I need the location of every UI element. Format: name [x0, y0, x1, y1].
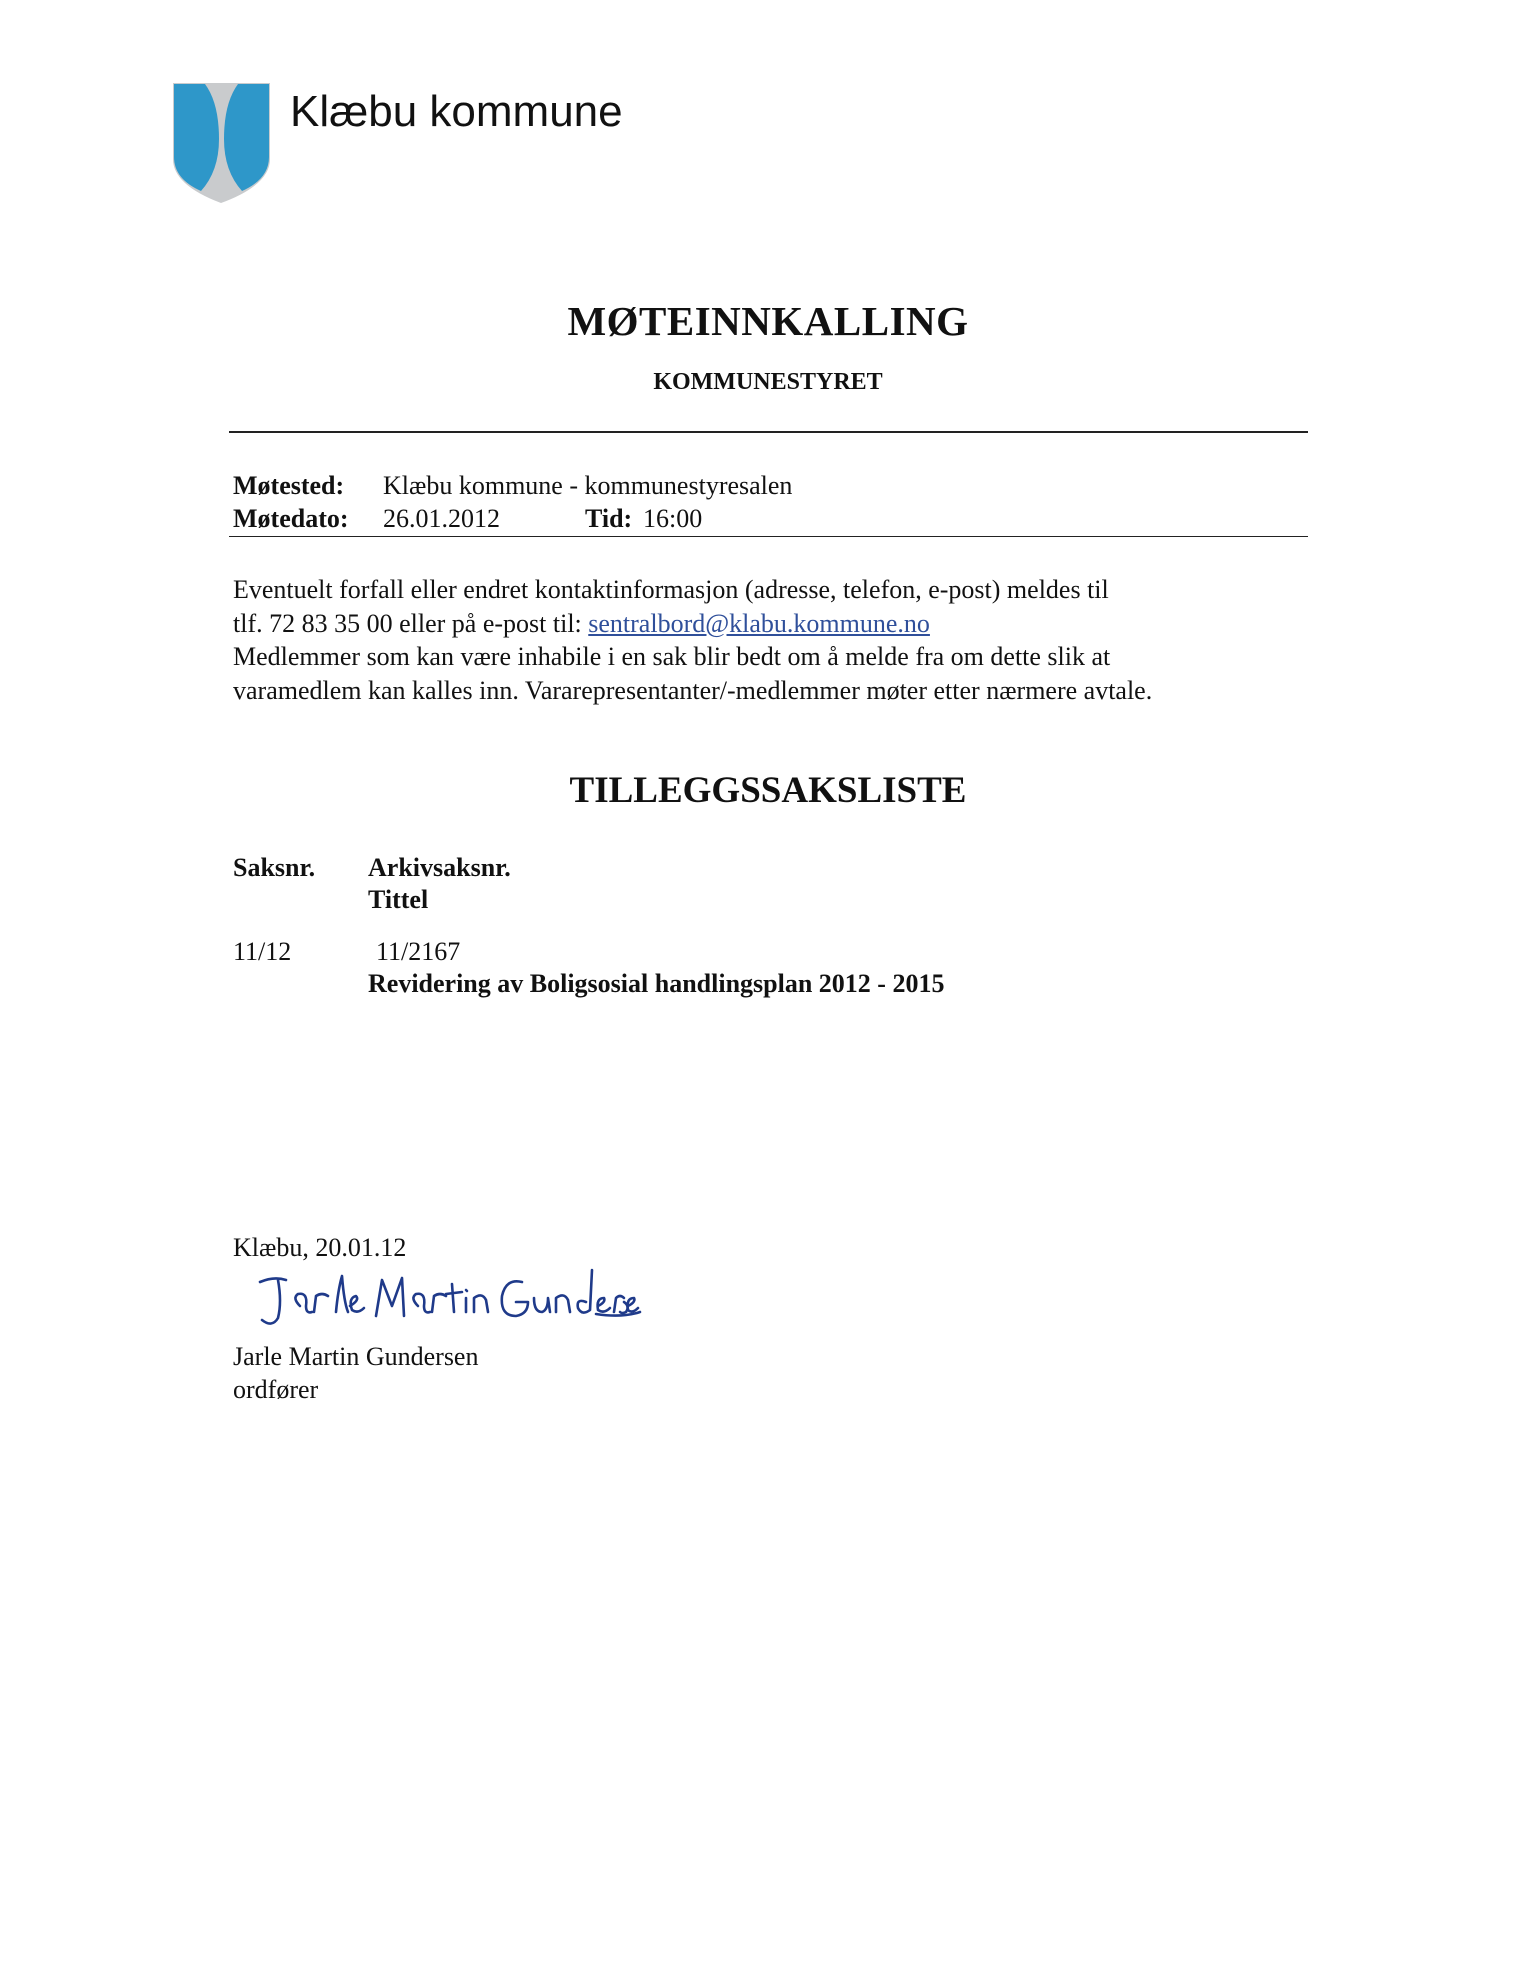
notice-line-3: Medlemmer som kan være inhabile i en sak blir bedt om å melde fra om dette slik at — [233, 642, 1111, 671]
notice-paragraph — [233, 573, 1313, 707]
archive-number: 11/2167 — [376, 937, 461, 966]
signer-role: ordfører — [233, 1375, 319, 1404]
case-list-title: TILLEGGSSAKSLISTE — [569, 770, 967, 811]
divider-bottom — [229, 536, 1308, 537]
email-link[interactable]: sentralbord@klabu.kommune.no — [588, 608, 930, 638]
municipal-shield-logo — [171, 81, 272, 205]
notice-line-2 — [233, 607, 1313, 641]
meeting-place-label: Møtested: — [233, 471, 345, 500]
meeting-date-row — [233, 503, 703, 535]
org-name: Klæbu kommune — [290, 87, 623, 136]
meeting-place-value: Klæbu kommune - kommunestyresalen — [383, 471, 793, 500]
case-number: 11/12 — [233, 937, 292, 966]
handwritten-signature — [252, 1262, 642, 1336]
case-title: Revidering av Boligsosial handlingsplan 2012 - 2015 — [368, 969, 945, 998]
meeting-place-row — [233, 470, 793, 502]
header-case-title: Tittel — [368, 885, 429, 914]
document-title: MØTEINNKALLING — [567, 298, 969, 344]
meeting-date-value: 26.01.2012 — [383, 504, 500, 533]
meeting-date-label: Møtedato: — [233, 504, 349, 533]
header-case-number: Saksnr. — [233, 853, 316, 882]
divider-top — [229, 431, 1308, 433]
place-and-date: Klæbu, 20.01.12 — [233, 1233, 407, 1262]
signer-name: Jarle Martin Gundersen — [233, 1342, 479, 1371]
meeting-time-value: 16:00 — [643, 504, 703, 533]
document-subtitle: KOMMUNESTYRET — [653, 369, 883, 395]
notice-line-1: Eventuelt forfall eller endret kontaktinformasjon (adresse, telefon, e-post) meldes til — [233, 575, 1109, 604]
meeting-time-label: Tid: — [585, 504, 633, 533]
header-archive-number: Arkivsaksnr. — [368, 853, 511, 882]
notice-phone-text: tlf. 72 83 35 00 eller på e-post til: — [233, 608, 589, 638]
notice-line-4: varamedlem kan kalles inn. Vararepresentanter/-medlemmer møter etter nærmere avtale. — [233, 675, 1153, 705]
